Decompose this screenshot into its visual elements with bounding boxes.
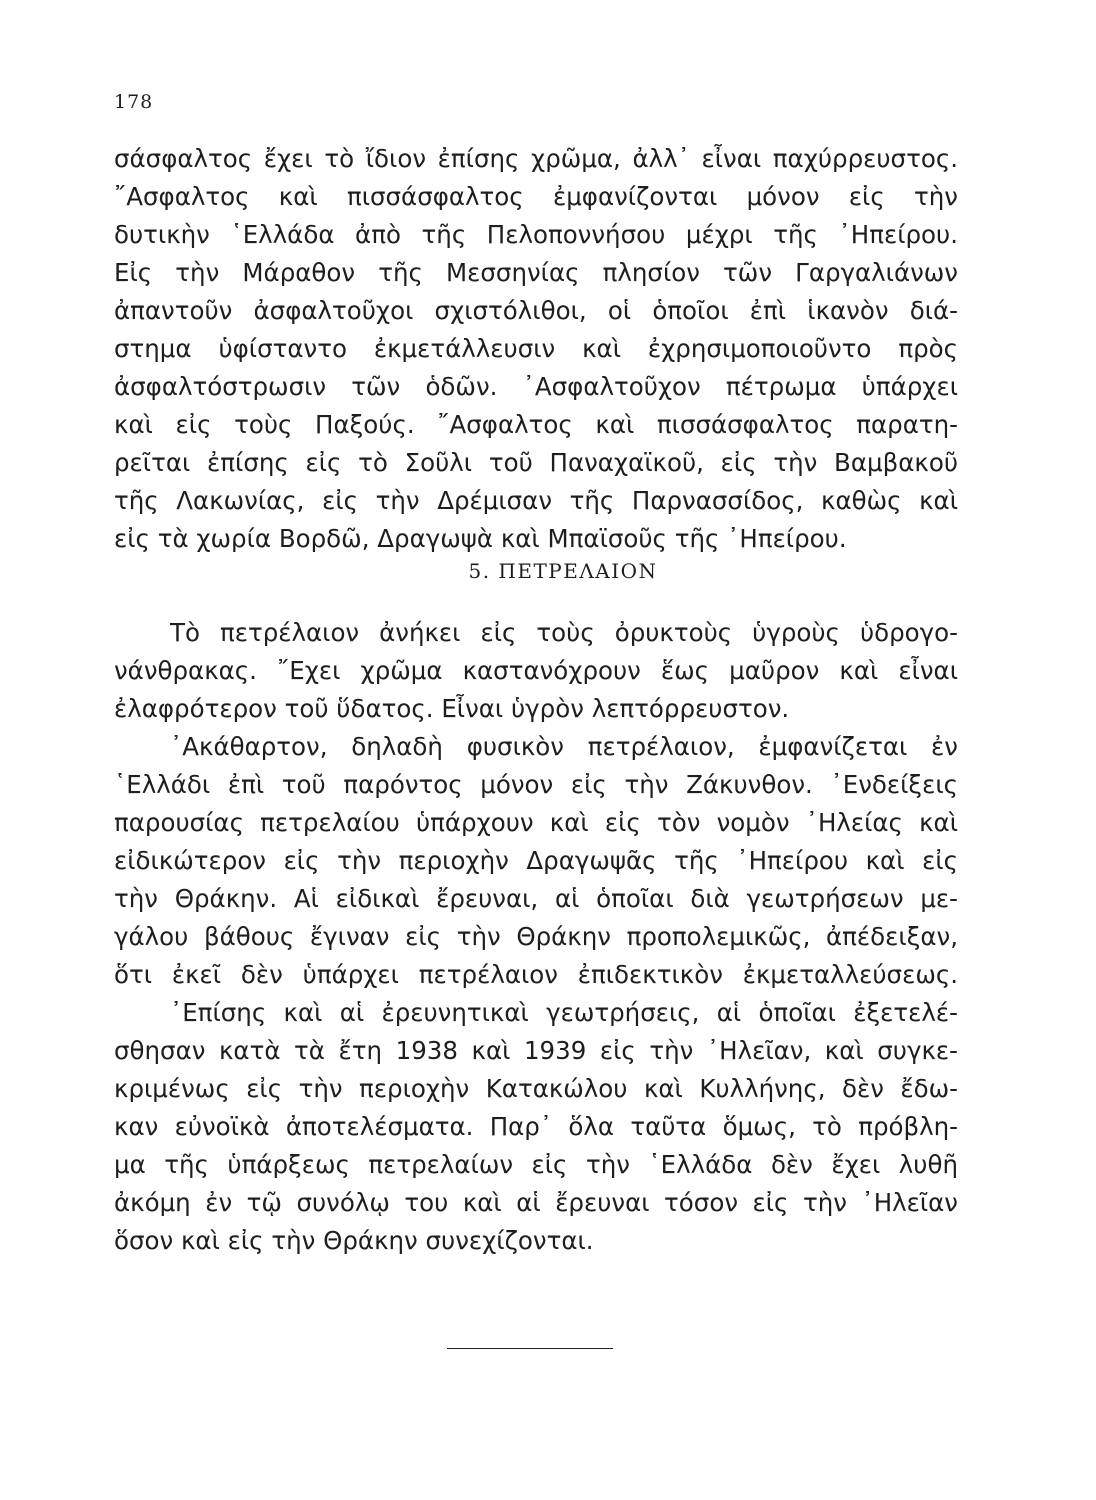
text-line: τῆς Λακωνίας, εἰς τὴν Δρέμισαν τῆς Παρνασσίδος, καθὼς καὶ — [114, 486, 958, 515]
text-line: ᾿Επίσης καὶ αἱ ἐρευνητικαὶ γεωτρήσεις, αἱ ὁποῖαι ἐξετελέ- — [170, 998, 958, 1027]
text-line: δυτικὴν ῾Ελλάδα ἀπὸ τῆς Πελοποννήσου μέχρι τῆς ᾿Ηπείρου. — [114, 220, 958, 249]
text-line: ρεῖται ἐπίσης εἰς τὸ Σοῦλι τοῦ Παναχαϊκοῦ, εἰς τὴν Βαμβακοῦ — [114, 448, 958, 477]
text-line: ῾Ελλάδι ἐπὶ τοῦ παρόντος μόνον εἰς τὴν Ζάκυνθον. ᾿Ενδείξεις — [114, 770, 958, 799]
text-line: νάνθρακας. ῎Εχει χρῶμα καστανόχρουν ἕως μαῦρον καὶ εἶναι — [114, 656, 958, 685]
text-line: μα τῆς ὑπάρξεως πετρελαίων εἰς τὴν ῾Ελλάδα δὲν ἔχει λυθῆ — [114, 1150, 958, 1179]
text-line: στημα ὑφίσταντο ἐκμετάλλευσιν καὶ ἐχρησιμοποιοῦντο πρὸς — [114, 334, 958, 363]
text-line: ὅσον καὶ εἰς τὴν Θράκην συνεχίζονται. — [114, 1226, 594, 1255]
text-line: ἐλαφρότερον τοῦ ὕδατος. Εἶναι ὑγρὸν λεπτόρρευστον. — [114, 694, 790, 723]
text-line: καὶ εἰς τοὺς Παξούς. ῎Ασφαλτος καὶ πισσάσφαλτος παρατη- — [114, 410, 958, 439]
text-line: ᾿Ακάθαρτον, δηλαδὴ φυσικὸν πετρέλαιον, ἐμφανίζεται ἐν — [170, 732, 958, 761]
text-line: καν εὐνοϊκὰ ἀποτελέσματα. Παρ᾽ ὅλα ταῦτα ὅμως, τὸ πρόβλη- — [114, 1112, 958, 1141]
text-line: τὴν Θράκην. Αἱ εἰδικαὶ ἔρευναι, αἱ ὁποῖαι διὰ γεωτρήσεων με- — [114, 884, 958, 913]
page-number: 178 — [114, 91, 154, 113]
text-line: γάλου βάθους ἔγιναν εἰς τὴν Θράκην προπολεμικῶς, ἀπέδειξαν, — [114, 922, 958, 951]
text-line: κριμένως εἰς τὴν περιοχὴν Κατακώλου καὶ Κυλλήνης, δὲν ἔδω- — [114, 1074, 958, 1103]
paragraph-petroleum — [114, 614, 958, 1260]
text-line: ῎Ασφαλτος καὶ πισσάσφαλτος ἐμφανίζονται μόνον εἰς τὴν — [114, 182, 958, 211]
text-line: εἰς τὰ χωρία Βορδῶ, Δραγωψὰ καὶ Μπαϊσοῦς τῆς ᾿Ηπείρου. — [114, 524, 847, 553]
chapter-end-rule — [447, 1348, 613, 1349]
text-line: Εἰς τὴν Μάραθον τῆς Μεσσηνίας πλησίον τῶν Γαργαλιάνων — [114, 258, 958, 287]
section-heading: 5. ΠΕΤΡΕΛΑΙΟΝ — [468, 559, 658, 583]
text-line: σάσφαλτος ἔχει τὸ ἴδιον ἐπίσης χρῶμα, ἀλλ᾽ εἶναι παχύρρευστος. — [114, 144, 958, 173]
text-line: ἀκόμη ἐν τῷ συνόλῳ του καὶ αἱ ἔρευναι τόσον εἰς τὴν ᾿Ηλεῖαν — [114, 1188, 958, 1217]
text-line: σθησαν κατὰ τὰ ἔτη 1938 καὶ 1939 εἰς τὴν ᾿Ηλεῖαν, καὶ συγκε- — [114, 1036, 958, 1065]
paragraph-asphalt — [114, 140, 958, 558]
text-line: ὅτι ἐκεῖ δὲν ὑπάρχει πετρέλαιον ἐπιδεκτικὸν ἐκμεταλλεύσεως. — [114, 960, 958, 989]
text-line: Τὸ πετρέλαιον ἀνήκει εἰς τοὺς ὀρυκτοὺς ὑγροὺς ὑδρογο- — [170, 618, 958, 647]
text-line: ἀσφαλτόστρωσιν τῶν ὁδῶν. ᾿Ασφαλτοῦχον πέτρωμα ὑπάρχει — [114, 372, 958, 401]
text-line: ἀπαντοῦν ἀσφαλτοῦχοι σχιστόλιθοι, οἱ ὁποῖοι ἐπὶ ἱκανὸν διά- — [114, 296, 958, 325]
text-line: παρουσίας πετρελαίου ὑπάρχουν καὶ εἰς τὸν νομὸν ᾿Ηλείας καὶ — [114, 808, 958, 837]
text-line: εἰδικώτερον εἰς τὴν περιοχὴν Δραγωψᾶς τῆς ᾿Ηπείρου καὶ εἰς — [114, 846, 958, 875]
